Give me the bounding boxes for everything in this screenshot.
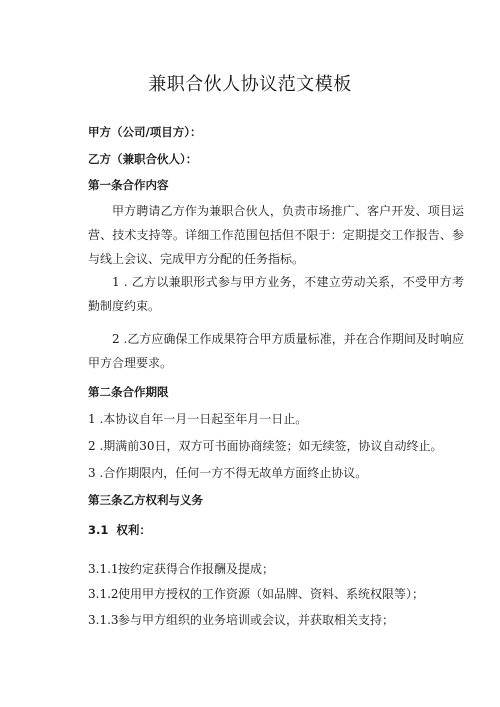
subitem-number: 3.1.3 xyxy=(88,613,119,627)
subitem-number: 3.1.1 xyxy=(88,562,119,576)
article-1-heading: 第一条合作内容 xyxy=(88,178,169,192)
article-2-item-2: 2 .期满前30日，双方可书面协商续签；如无续签，协议自动终止。 xyxy=(88,439,443,453)
document-title: 兼职合伙人协议范文模板 xyxy=(148,74,352,95)
party-a-label: 甲方（公司/项目方）： xyxy=(88,125,202,139)
subitem-3-1-1 xyxy=(88,561,274,577)
subitem-text: 使用甲方授权的工作资源（如品牌、资料、系统权限等）； xyxy=(118,587,425,601)
article-1-paragraph-3: 2 .乙方应确保工作成果符合甲方质量标准，并在合作期间及时响应甲方合理要求。 xyxy=(88,332,464,370)
subitem-number: 3.1.2 xyxy=(88,587,119,601)
section-3-1-heading xyxy=(88,522,151,538)
subitem-text: 按约定获得合作报酬及提成； xyxy=(118,562,275,576)
subitem-text: 参与甲方组织的业务培训或会议，并获取相关支持； xyxy=(118,613,395,627)
article-2-item-3: 3 .合作期限内，任何一方不得无故单方面终止协议。 xyxy=(88,466,368,480)
article-3-heading: 第三条乙方权利与义务 xyxy=(88,493,203,507)
article-2-item-1: 1 .本协议自年一月一日起至年月一日止。 xyxy=(88,412,308,426)
article-2-heading: 第二条合作期限 xyxy=(88,385,169,399)
section-3-1-number: 3.1 xyxy=(88,523,109,537)
party-b-label: 乙方（兼职合伙人）： xyxy=(88,152,198,166)
section-3-1-label: 权利： xyxy=(116,523,151,537)
subitem-3-1-2 xyxy=(88,586,424,602)
article-1-paragraph-1: 甲方聘请乙方作为兼职合伙人，负责市场推广、客户开发、项目运营、技术支持等。详细工作范围包括但不限于：定期提交工作报告、参与线上会议、完成甲方分配的任务指标。 xyxy=(88,204,464,266)
article-1-paragraph-2: 1 . 乙方以兼职形式参与甲方业务，不建立劳动关系，不受甲方考勤制度约束。 xyxy=(88,275,464,313)
subitem-3-1-3 xyxy=(88,612,394,628)
